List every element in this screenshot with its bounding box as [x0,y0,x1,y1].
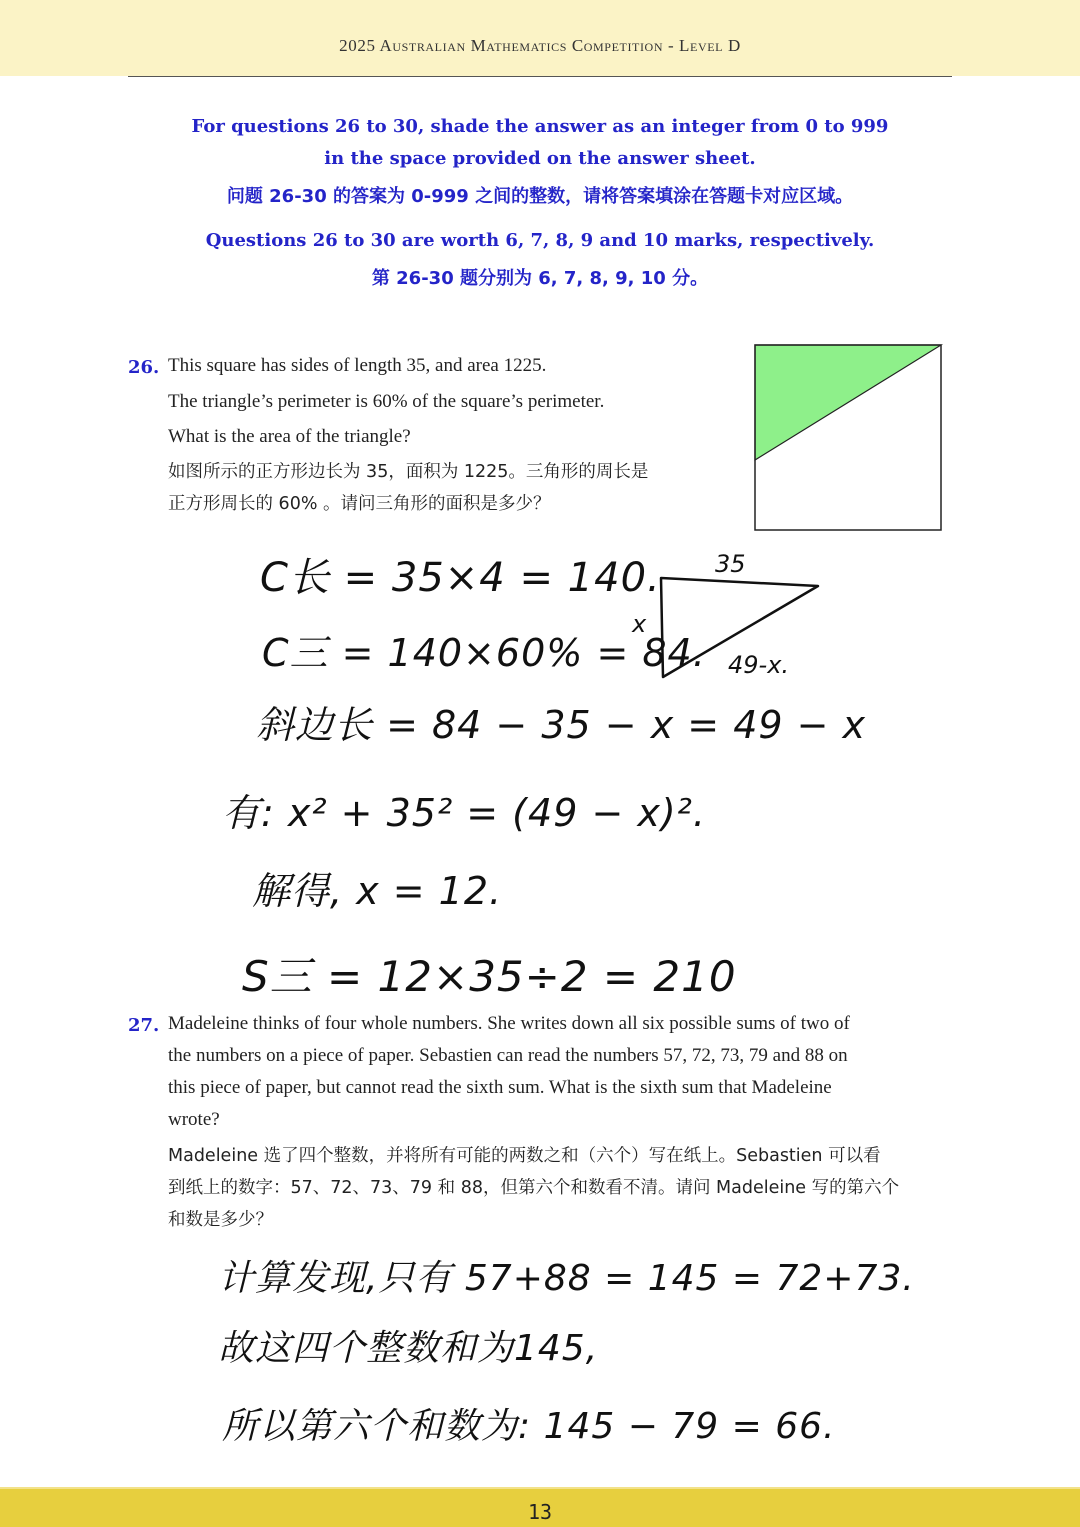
marks-line-zh: 第 26-30 题分别为 6, 7, 8, 9, 10 分。 [371,268,709,289]
handwritten-step: 有: x² + 35² = (49 − x)². [222,791,706,835]
q27-text-line-zh: 和数是多少？ [168,1210,273,1230]
green-triangle [755,345,941,460]
page-header-title: 2025 Australian Mathematics Competition - Level D [339,36,741,55]
sketch-label-top: 35 [715,550,746,578]
q27-text-line: Madeleine thinks of four whole numbers. She writes down all six possible sums of two of [168,1013,850,1034]
instruction-line-zh: 问题 26-30 的答案为 0-999 之间的整数，请将答案填涂在答题卡对应区域。 [226,186,854,207]
handwritten-step: C长 = 35×4 = 140. [260,555,661,601]
header-rule [128,76,952,77]
q26-text-line: The triangle’s perimeter is 60% of the square’s perimeter. [168,391,605,412]
q27-text-line: this piece of paper, but cannot read the sixth sum. What is the sixth sum that Madeleine [168,1077,832,1098]
handwritten-step: S三 = 12×35÷2 = 210 [242,952,737,1001]
instruction-line-2: in the space provided on the answer sheet. [324,148,756,169]
triangle-sketch [620,540,840,700]
instruction-line-1: For questions 26 to 30, shade the answer as an integer from 0 to 999 [191,116,889,137]
handwritten-step: 解得, x = 12. [252,869,503,913]
question-27-number: 27. [128,1015,160,1036]
q27-text-line-zh: Madeleine 选了四个整数，并将所有可能的两数之和（六个）写在纸上。Sebastien 可以看 [168,1146,881,1166]
square-figure [754,344,944,532]
q27-text-line-zh: 到纸上的数字：57、72、73、79 和 88，但第六个和数看不清。请问 Madeleine 写的第六个 [168,1178,900,1198]
handwritten-step: 故这四个整数和为145, [218,1328,599,1369]
question-26-number: 26. [128,357,160,378]
handwritten-step: C三 = 140×60% = 84. [262,631,706,675]
q26-text-line: This square has sides of length 35, and area 1225. [168,355,547,376]
page-number: 13 [527,1500,553,1524]
q26-text-line-zh: 正方形周长的 60% 。请问三角形的面积是多少？ [168,494,551,514]
sketch-label-hyp: 49-x. [728,651,790,679]
marks-line: Questions 26 to 30 are worth 6, 7, 8, 9 and 10 marks, respectively. [205,230,875,251]
q27-text-line: wrote? [168,1109,220,1130]
handwritten-step: 计算发现,只有 57+88 = 145 = 72+73. [218,1258,915,1299]
handwritten-step: 所以第六个和数为: 145 − 79 = 66. [222,1406,836,1447]
q26-text-line: What is the area of the triangle? [168,426,411,447]
sketch-label-left: x [632,610,647,638]
q27-text-line: the numbers on a piece of paper. Sebastien can read the numbers 57, 72, 73, 79 and 88 on [168,1045,848,1066]
q26-text-line-zh: 如图所示的正方形边长为 35，面积为 1225。三角形的周长是 [168,462,649,482]
handwritten-step: 斜边长 = 84 − 35 − x = 49 − x [256,703,867,747]
